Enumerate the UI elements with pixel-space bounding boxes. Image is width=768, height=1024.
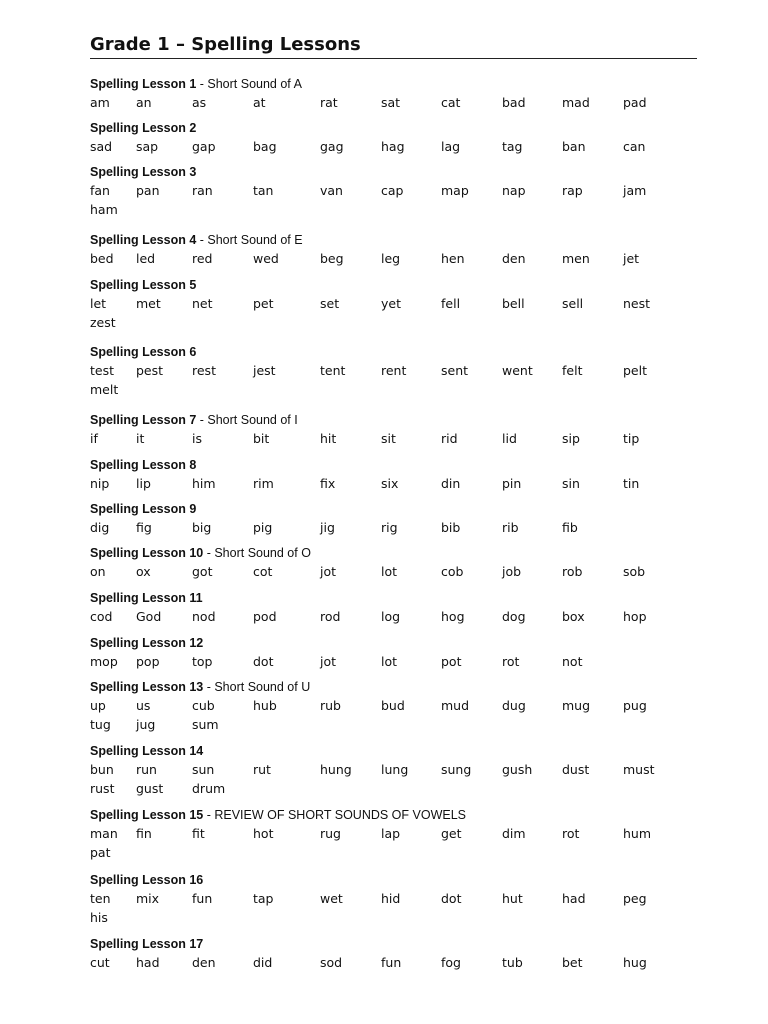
spelling-word: sell: [562, 296, 584, 311]
spelling-word: am: [90, 95, 110, 110]
lesson-title: Spelling Lesson 1: [90, 77, 197, 91]
spelling-word: map: [441, 183, 469, 198]
spelling-word: man: [90, 826, 118, 841]
spelling-word: hut: [502, 891, 523, 906]
spelling-word: rim: [253, 476, 274, 491]
spelling-word: hag: [381, 139, 405, 154]
spelling-word: ran: [192, 183, 213, 198]
spelling-word: nest: [623, 296, 651, 311]
spelling-word: tap: [253, 891, 274, 906]
spelling-word: tub: [502, 955, 523, 970]
spelling-word: fig: [136, 520, 152, 535]
spelling-word: fit: [192, 826, 205, 841]
spelling-word: met: [136, 296, 161, 311]
spelling-word: hit: [320, 431, 337, 446]
lesson-title: Spelling Lesson 5: [90, 278, 197, 292]
spelling-word: mud: [441, 698, 470, 713]
lesson-subtitle: - Short Sound of O: [203, 546, 311, 560]
lesson-block: [90, 342, 710, 401]
spelling-word: hid: [381, 891, 401, 906]
spelling-word: sum: [192, 717, 219, 732]
spelling-word: fell: [441, 296, 461, 311]
spelling-word: get: [441, 826, 462, 841]
spelling-word: gust: [136, 781, 164, 796]
spelling-word: can: [623, 139, 646, 154]
spelling-word: bag: [253, 139, 277, 154]
spelling-word: box: [562, 609, 585, 624]
spelling-word: had: [136, 955, 160, 970]
word-grid: [90, 824, 710, 864]
lesson-heading: [90, 588, 710, 607]
lesson-title: Spelling Lesson 4: [90, 233, 197, 247]
spelling-word: jot: [320, 564, 337, 579]
spelling-word: did: [253, 955, 273, 970]
lesson-block: [90, 275, 710, 334]
word-grid: [90, 361, 710, 401]
spelling-word: hung: [320, 762, 352, 777]
spelling-word: tag: [502, 139, 523, 154]
spelling-word: rent: [381, 363, 407, 378]
spelling-word: din: [441, 476, 461, 491]
spelling-word: tug: [90, 717, 111, 732]
spelling-word: rat: [320, 95, 338, 110]
spelling-word: bun: [90, 762, 114, 777]
spelling-word: rust: [90, 781, 115, 796]
spelling-word: pop: [136, 654, 160, 669]
lesson-heading: [90, 543, 710, 562]
spelling-word: dust: [562, 762, 590, 777]
spelling-word: him: [192, 476, 216, 491]
lesson-heading: [90, 410, 710, 429]
spelling-word: tin: [623, 476, 640, 491]
spelling-word: mop: [90, 654, 118, 669]
lesson-block: [90, 741, 710, 800]
spelling-word: pet: [253, 296, 274, 311]
spelling-word: bell: [502, 296, 525, 311]
spelling-word: den: [192, 955, 216, 970]
word-grid: [90, 181, 710, 221]
spelling-word: cut: [90, 955, 110, 970]
spelling-word: sat: [381, 95, 401, 110]
spelling-word: nod: [192, 609, 216, 624]
spelling-word: hot: [253, 826, 274, 841]
spelling-word: sad: [90, 139, 113, 154]
lesson-subtitle: - Short Sound of A: [196, 77, 302, 91]
spelling-word: sap: [136, 139, 159, 154]
spelling-word: six: [381, 476, 399, 491]
lesson-subtitle: - Short Sound of U: [203, 680, 311, 694]
lesson-title: Spelling Lesson 7: [90, 413, 197, 427]
spelling-word: van: [320, 183, 343, 198]
spelling-word: fun: [192, 891, 213, 906]
spelling-word: rob: [562, 564, 583, 579]
spelling-word: log: [381, 609, 401, 624]
spelling-word: lip: [136, 476, 151, 491]
lesson-title: Spelling Lesson 8: [90, 458, 197, 472]
spelling-word: bed: [90, 251, 114, 266]
spelling-word: rig: [381, 520, 398, 535]
spelling-word: ox: [136, 564, 151, 579]
lesson-heading: [90, 342, 710, 361]
lesson-block: [90, 870, 710, 929]
spelling-word: got: [192, 564, 213, 579]
spelling-word: sip: [562, 431, 580, 446]
spelling-word: peg: [623, 891, 647, 906]
spelling-word: hen: [441, 251, 465, 266]
lesson-heading: [90, 455, 710, 474]
spelling-word: pat: [90, 845, 111, 860]
lesson-block: [90, 677, 710, 736]
lesson-subtitle: - Short Sound of I: [196, 413, 298, 427]
word-grid: [90, 889, 710, 929]
lesson-heading: [90, 230, 710, 249]
spelling-word: sin: [562, 476, 580, 491]
spelling-word: dot: [441, 891, 462, 906]
spelling-word: top: [192, 654, 213, 669]
spelling-word: pig: [253, 520, 273, 535]
spelling-word: bit: [253, 431, 270, 446]
spelling-word: lung: [381, 762, 409, 777]
spelling-word: led: [136, 251, 156, 266]
spelling-word: set: [320, 296, 340, 311]
lesson-heading: [90, 870, 710, 889]
spelling-word: fun: [381, 955, 402, 970]
spelling-word: job: [502, 564, 522, 579]
lesson-heading: [90, 633, 710, 652]
spelling-word: rug: [320, 826, 341, 841]
spelling-word: drum: [192, 781, 226, 796]
spelling-word: pest: [136, 363, 164, 378]
spelling-word: hug: [623, 955, 647, 970]
spelling-word: leg: [381, 251, 401, 266]
spelling-word: den: [502, 251, 526, 266]
spelling-word: red: [192, 251, 213, 266]
spelling-word: bad: [502, 95, 526, 110]
spelling-word: hog: [441, 609, 465, 624]
spelling-word: rib: [502, 520, 519, 535]
lesson-heading: [90, 162, 710, 181]
spelling-word: pot: [441, 654, 462, 669]
spelling-word: at: [253, 95, 266, 110]
lesson-title: Spelling Lesson 3: [90, 165, 197, 179]
spelling-word: rid: [441, 431, 458, 446]
spelling-word: had: [562, 891, 586, 906]
spelling-word: lag: [441, 139, 461, 154]
spelling-word: jug: [136, 717, 156, 732]
spelling-word: melt: [90, 382, 119, 397]
lesson-heading: [90, 677, 710, 696]
spelling-word: big: [192, 520, 212, 535]
spelling-word: up: [90, 698, 106, 713]
spelling-word: mix: [136, 891, 160, 906]
spelling-word: jet: [623, 251, 640, 266]
spelling-word: beg: [320, 251, 344, 266]
spelling-word: ban: [562, 139, 586, 154]
spelling-word: felt: [562, 363, 583, 378]
lesson-heading: [90, 934, 710, 953]
spelling-word: fin: [136, 826, 152, 841]
spelling-word: lap: [381, 826, 401, 841]
lesson-title: Spelling Lesson 17: [90, 937, 204, 951]
spelling-word: men: [562, 251, 590, 266]
spelling-word: bud: [381, 698, 405, 713]
spelling-word: an: [136, 95, 152, 110]
spelling-word: dim: [502, 826, 526, 841]
document-title: Grade 1 – Spelling Lessons: [90, 34, 361, 55]
spelling-word: jot: [320, 654, 337, 669]
spelling-word: fog: [441, 955, 461, 970]
word-grid: [90, 294, 710, 334]
spelling-word: his: [90, 910, 108, 925]
spelling-word: is: [192, 431, 202, 446]
spelling-word: hum: [623, 826, 652, 841]
lesson-heading: [90, 118, 710, 137]
spelling-word: cot: [253, 564, 273, 579]
lesson-title: Spelling Lesson 2: [90, 121, 197, 135]
spelling-word: pin: [502, 476, 522, 491]
spelling-word: as: [192, 95, 207, 110]
spelling-word: on: [90, 564, 106, 579]
lesson-title: Spelling Lesson 10: [90, 546, 204, 560]
lesson-title: Spelling Lesson 9: [90, 502, 197, 516]
spelling-word: yet: [381, 296, 401, 311]
spelling-word: lid: [502, 431, 517, 446]
spelling-word: sob: [623, 564, 646, 579]
spelling-word: gush: [502, 762, 533, 777]
spelling-word: pan: [136, 183, 160, 198]
lesson-subtitle: - Short Sound of E: [196, 233, 303, 247]
spelling-word: run: [136, 762, 157, 777]
spelling-word: tip: [623, 431, 640, 446]
spelling-word: tent: [320, 363, 346, 378]
spelling-word: if: [90, 431, 98, 446]
spelling-word: rap: [562, 183, 583, 198]
spelling-word: sod: [320, 955, 343, 970]
word-grid: [90, 953, 710, 993]
spelling-word: us: [136, 698, 151, 713]
spelling-word: jam: [623, 183, 647, 198]
spelling-word: not: [562, 654, 583, 669]
lesson-heading: [90, 805, 710, 824]
spelling-word: fix: [320, 476, 336, 491]
spelling-word: rub: [320, 698, 341, 713]
spelling-word: went: [502, 363, 533, 378]
lesson-block: [90, 934, 710, 993]
lesson-title: Spelling Lesson 12: [90, 636, 204, 650]
spelling-word: cat: [441, 95, 461, 110]
spelling-word: sit: [381, 431, 396, 446]
spelling-word: wet: [320, 891, 343, 906]
lesson-heading: [90, 499, 710, 518]
spelling-word: bib: [441, 520, 461, 535]
spelling-word: zest: [90, 315, 116, 330]
lesson-title: Spelling Lesson 16: [90, 873, 204, 887]
spelling-word: dot: [253, 654, 274, 669]
word-grid: [90, 760, 710, 800]
lesson-block: [90, 805, 710, 864]
spelling-word: ten: [90, 891, 111, 906]
spelling-word: ham: [90, 202, 118, 217]
spelling-word: rest: [192, 363, 216, 378]
spelling-word: lot: [381, 564, 398, 579]
spelling-word: fib: [562, 520, 578, 535]
spelling-word: dog: [502, 609, 526, 624]
spelling-word: dug: [502, 698, 526, 713]
spelling-word: gap: [192, 139, 216, 154]
spelling-word: sung: [441, 762, 472, 777]
spelling-word: tan: [253, 183, 274, 198]
lesson-block: [90, 162, 710, 221]
spelling-word: rut: [253, 762, 271, 777]
spelling-word: cub: [192, 698, 215, 713]
spelling-word: fan: [90, 183, 110, 198]
spelling-word: must: [623, 762, 655, 777]
spelling-word: gag: [320, 139, 344, 154]
spelling-word: cap: [381, 183, 404, 198]
spelling-word: mad: [562, 95, 590, 110]
word-grid: [90, 696, 710, 736]
spelling-word: bet: [562, 955, 583, 970]
spelling-word: it: [136, 431, 145, 446]
title-divider: [90, 58, 697, 59]
spelling-word: rot: [562, 826, 580, 841]
spelling-word: jig: [320, 520, 335, 535]
spelling-word: pad: [623, 95, 647, 110]
spelling-word: rod: [320, 609, 341, 624]
spelling-word: test: [90, 363, 115, 378]
spelling-word: hub: [253, 698, 277, 713]
spelling-word: nap: [502, 183, 526, 198]
spelling-word: God: [136, 609, 162, 624]
lesson-title: Spelling Lesson 13: [90, 680, 204, 694]
lesson-heading: [90, 741, 710, 760]
spelling-word: pug: [623, 698, 647, 713]
spelling-word: jest: [253, 363, 276, 378]
spelling-word: net: [192, 296, 213, 311]
spelling-word: mug: [562, 698, 591, 713]
spelling-word: sent: [441, 363, 469, 378]
lesson-title: Spelling Lesson 14: [90, 744, 204, 758]
spelling-word: wed: [253, 251, 279, 266]
spelling-word: dig: [90, 520, 110, 535]
spelling-word: pod: [253, 609, 277, 624]
lesson-title: Spelling Lesson 15: [90, 808, 204, 822]
lesson-heading: [90, 74, 710, 93]
lesson-title: Spelling Lesson 6: [90, 345, 197, 359]
spelling-word: lot: [381, 654, 398, 669]
spelling-word: pelt: [623, 363, 647, 378]
spelling-word: let: [90, 296, 107, 311]
spelling-word: cod: [90, 609, 113, 624]
spelling-word: cob: [441, 564, 464, 579]
lesson-heading: [90, 275, 710, 294]
spelling-word: sun: [192, 762, 215, 777]
lesson-title: Spelling Lesson 11: [90, 591, 203, 605]
spelling-word: hop: [623, 609, 647, 624]
spelling-word: nip: [90, 476, 110, 491]
lesson-subtitle: - REVIEW OF SHORT SOUNDS OF VOWELS: [203, 808, 466, 822]
spelling-word: rot: [502, 654, 520, 669]
